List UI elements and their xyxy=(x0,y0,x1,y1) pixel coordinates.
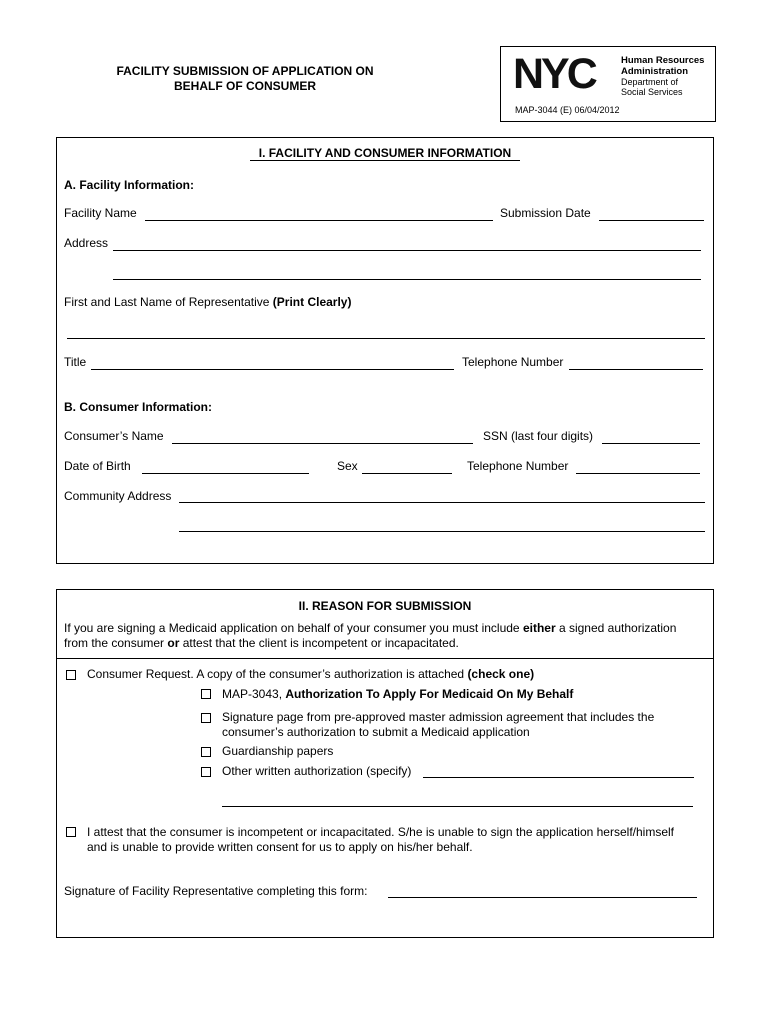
other-authorization-field-line2[interactable] xyxy=(222,806,693,807)
map3043-prefix: MAP-3043, xyxy=(222,687,286,701)
consumer-telephone-field[interactable] xyxy=(576,473,700,474)
form-title-line2: BEHALF OF CONSUMER xyxy=(174,79,316,93)
agency-line4: Social Services xyxy=(621,87,683,97)
community-address-label: Community Address xyxy=(64,489,172,503)
sex-label: Sex xyxy=(337,459,358,473)
form-title-line1: FACILITY SUBMISSION OF APPLICATION ON xyxy=(116,64,374,78)
consumer-request-text: Consumer Request. A copy of the consumer’s authorization is attached xyxy=(87,667,468,681)
section2-divider xyxy=(57,658,713,659)
rep-name-label-text: First and Last Name of Representative xyxy=(64,295,270,309)
intro-text-1: If you are signing a Medicaid application on behalf of your consumer you must include xyxy=(64,621,523,635)
other-authorization-label: Other written authorization (specify) xyxy=(222,764,412,778)
intro-text-2: a signed authorization xyxy=(555,621,677,635)
attest-line2: and is unable to provide written consent for us to apply on his/her behalf. xyxy=(87,840,473,854)
form-number: MAP-3044 (E) 06/04/2012 xyxy=(515,105,620,115)
section2-title: II. REASON FOR SUBMISSION xyxy=(298,599,472,613)
section1-title-underline xyxy=(250,160,520,161)
agency-line1: Human Resources xyxy=(621,55,705,66)
submission-date-label: Submission Date xyxy=(500,206,591,220)
intro-text-3: from the consumer xyxy=(64,636,168,650)
nyc-logo-text: NYC xyxy=(513,54,595,92)
intro-either: either xyxy=(522,621,556,635)
agency-line3: Department of xyxy=(621,77,679,87)
facility-info-heading: A. Facility Information: xyxy=(64,178,195,192)
rep-name-note: (Print Clearly) xyxy=(272,295,352,309)
dob-label: Date of Birth xyxy=(64,459,131,473)
guardianship-checkbox[interactable] xyxy=(201,747,211,757)
dob-field[interactable] xyxy=(142,473,309,474)
address-label: Address xyxy=(64,236,109,250)
attest-label xyxy=(87,825,712,855)
sex-field[interactable] xyxy=(362,473,452,474)
consumer-name-field[interactable] xyxy=(172,443,473,444)
consumer-request-label xyxy=(87,667,534,681)
facility-name-label: Facility Name xyxy=(64,206,137,220)
signature-label: Signature of Facility Representative completing this form: xyxy=(64,884,368,898)
map3043-label xyxy=(222,687,573,701)
address-field-line2[interactable] xyxy=(113,279,701,280)
title-label: Title xyxy=(64,355,87,369)
facility-name-field[interactable] xyxy=(145,220,493,221)
consumer-name-label: Consumer’s Name xyxy=(64,429,164,443)
other-authorization-field-line1[interactable] xyxy=(423,777,694,778)
consumer-request-checkbox[interactable] xyxy=(66,670,76,680)
telephone-field[interactable] xyxy=(569,369,703,370)
section-facility-consumer xyxy=(56,137,714,564)
signature-page-label xyxy=(222,710,654,740)
map3043-title: Authorization To Apply For Medicaid On My Behalf xyxy=(285,687,574,701)
other-authorization-checkbox[interactable] xyxy=(201,767,211,777)
nyc-logo xyxy=(513,54,617,92)
telephone-label: Telephone Number xyxy=(462,355,564,369)
submission-date-field[interactable] xyxy=(599,220,704,221)
ssn-field[interactable] xyxy=(602,443,700,444)
map3043-checkbox[interactable] xyxy=(201,689,211,699)
rep-name-label xyxy=(64,295,351,309)
form-title xyxy=(60,64,430,94)
address-field-line1[interactable] xyxy=(113,250,701,251)
rep-name-field[interactable] xyxy=(67,338,705,339)
section1-title: I. FACILITY AND CONSUMER INFORMATION xyxy=(258,146,512,160)
agency-name xyxy=(621,55,704,97)
guardianship-label: Guardianship papers xyxy=(222,744,334,758)
section-reason-submission xyxy=(56,589,714,938)
ssn-label: SSN (last four digits) xyxy=(483,429,594,443)
signature-page-checkbox[interactable] xyxy=(201,713,211,723)
section2-intro xyxy=(64,621,709,651)
agency-line2: Administration xyxy=(621,66,689,77)
title-field[interactable] xyxy=(91,369,454,370)
signature-field[interactable] xyxy=(388,897,697,898)
consumer-info-heading: B. Consumer Information: xyxy=(64,400,213,414)
intro-or: or xyxy=(167,636,180,650)
attest-line1: I attest that the consumer is incompetent or incapacitated. S/he is unable to sign the application herself/himself xyxy=(87,825,674,839)
consumer-telephone-label: Telephone Number xyxy=(467,459,569,473)
agency-logo-box xyxy=(500,46,716,122)
community-address-field-line1[interactable] xyxy=(179,502,705,503)
intro-text-4: attest that the client is incompetent or incapacitated. xyxy=(179,636,459,650)
signature-page-line1: Signature page from pre-approved master admission agreement that includes the xyxy=(222,710,655,724)
community-address-field-line2[interactable] xyxy=(179,531,705,532)
attest-checkbox[interactable] xyxy=(66,827,76,837)
signature-page-line2: consumer’s authorization to submit a Medicaid application xyxy=(222,725,530,739)
consumer-request-check-one: (check one) xyxy=(467,667,535,681)
